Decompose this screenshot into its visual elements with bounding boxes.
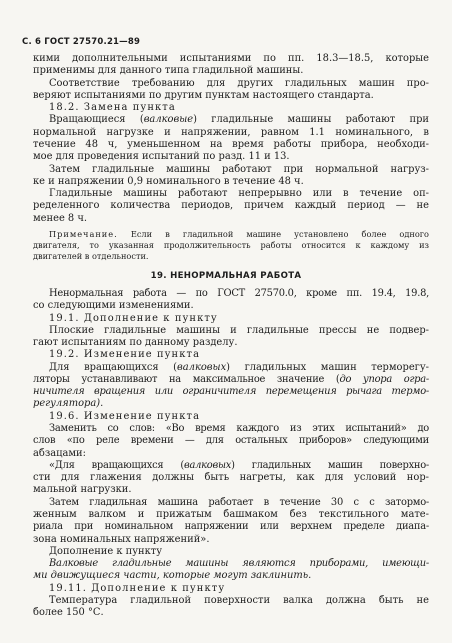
rich-text [49, 362, 429, 373]
body-line: зона номинальных напряжений». [33, 534, 210, 545]
body-line: Плоские гладильные машины и гладильные прессы не подвер- [49, 325, 429, 336]
text-run: «Для вращающихся ( [49, 460, 184, 471]
body-line: кими дополнительными испытаниями по пп. 18.3—18.5, которые [33, 53, 429, 64]
body-line: слов «по реле времени — для остальных приборов» следующими [33, 435, 429, 446]
italic-run: валковые [143, 114, 194, 125]
body-line: Валковые гладильные машины являются приборами, имеющи- [49, 558, 429, 569]
body-line: течение 48 ч, уменьшенном на время работы прибора, необходи- [33, 139, 429, 150]
text-run: Вращающиеся ( [49, 114, 144, 125]
body-line: менее 8 ч. [33, 213, 88, 224]
body-line: Затем гладильная машина работает в течение 30 с с затормо- [49, 497, 429, 508]
italic-run: валковых [183, 460, 232, 471]
body-line: Затем гладильные машины работают при нормальной нагруз- [49, 164, 429, 175]
page-header: С. 6 ГОСТ 27570.21—89 [22, 37, 141, 47]
body-line: ничителя вращения или ограничителя перемещения рычага термо- [33, 386, 429, 397]
body-line: более 150 °С. [33, 607, 104, 618]
section-heading: 19.2. Изменение пункта [49, 349, 201, 360]
text-run: Если в гладильной машине установлено более одного [117, 229, 429, 239]
text-run: ) гладильные машины работают при [193, 114, 429, 125]
body-line: Ненормальная работа — по ГОСТ 27570.0, кроме пп. 19.4, 19.8, [49, 288, 429, 299]
section-heading: 19.1. Дополнение к пункту [49, 313, 218, 324]
text-run: ) гладильных машин поверхно- [231, 460, 429, 471]
body-line: регулятора). [33, 398, 104, 409]
note-line: двигателей в отдельности. [33, 251, 149, 261]
rich-text [49, 229, 429, 239]
body-line [33, 374, 429, 386]
section-title: 19. НЕНОРМАЛЬНАЯ РАБОТА [150, 271, 302, 281]
note-line [49, 229, 429, 239]
body-line: женным валком и прижатым башмаком без текстильного мате- [33, 509, 429, 520]
body-line: гают испытаниям по данному разделу. [33, 337, 238, 348]
body-line: мальной нагрузки. [33, 484, 132, 495]
body-line: нормальной нагрузке и напряжении, равном 1.1 номинального, в [33, 127, 429, 138]
rich-text [49, 460, 429, 471]
body-line: ке и напряжении 0,9 номинального в течение 48 ч. [33, 176, 304, 187]
body-line: применимы для данного типа гладильной машины. [33, 65, 304, 76]
body-line: веряют испытаниями по другим пунктам настоящего стандарта. [33, 90, 374, 101]
body-line [49, 362, 429, 374]
body-line: ределенного количества периодов, причем каждый период — не [33, 200, 429, 211]
body-line: мое для проведения испытаний по разд. 11 и 13. [33, 151, 290, 162]
section-heading: 19.11. Дополнение к пункту [49, 583, 226, 594]
body-line: со следующими изменениями. [33, 300, 194, 311]
text-run: ) гладильных машин терморегу- [226, 362, 429, 373]
italic-run: до упора огра- [339, 374, 429, 385]
body-line: Температура гладильной поверхности валка должна быть не [49, 595, 429, 606]
body-line: Гладильные машины работают непрерывно или в течение оп- [49, 188, 429, 199]
rich-text [49, 114, 429, 125]
body-line [49, 460, 429, 472]
note-line: двигателя, то указанная продолжительность работы относится к каждому из [33, 240, 429, 250]
body-line: риала при номинальном напряжении или верхнем пределе диапа- [33, 521, 429, 532]
body-line: абзацами: [33, 448, 86, 459]
body-line: ми движущиеся части, которые могут заклинить. [33, 570, 312, 581]
body-line: Соответствие требованию для других гладильных машин про- [49, 78, 429, 89]
section-heading: 18.2. Замена пункта [49, 102, 176, 113]
text-run: ляторы устанавливают на максимальное значение ( [33, 374, 340, 385]
body-line [49, 114, 429, 126]
body-line: сти для глажения должны быть нагреты, как для условий нор- [33, 472, 429, 483]
section-heading: Дополнение к пункту [49, 546, 163, 557]
italic-run: валковых [177, 362, 227, 373]
text-run: Для вращающихся ( [49, 362, 178, 373]
text-run: Примечание. [49, 229, 118, 239]
rich-text [33, 374, 429, 385]
body-line: Заменить со слов: «Во время каждого из этих испытаний» до [49, 423, 429, 434]
section-heading: 19.6. Изменение пункта [49, 411, 201, 422]
